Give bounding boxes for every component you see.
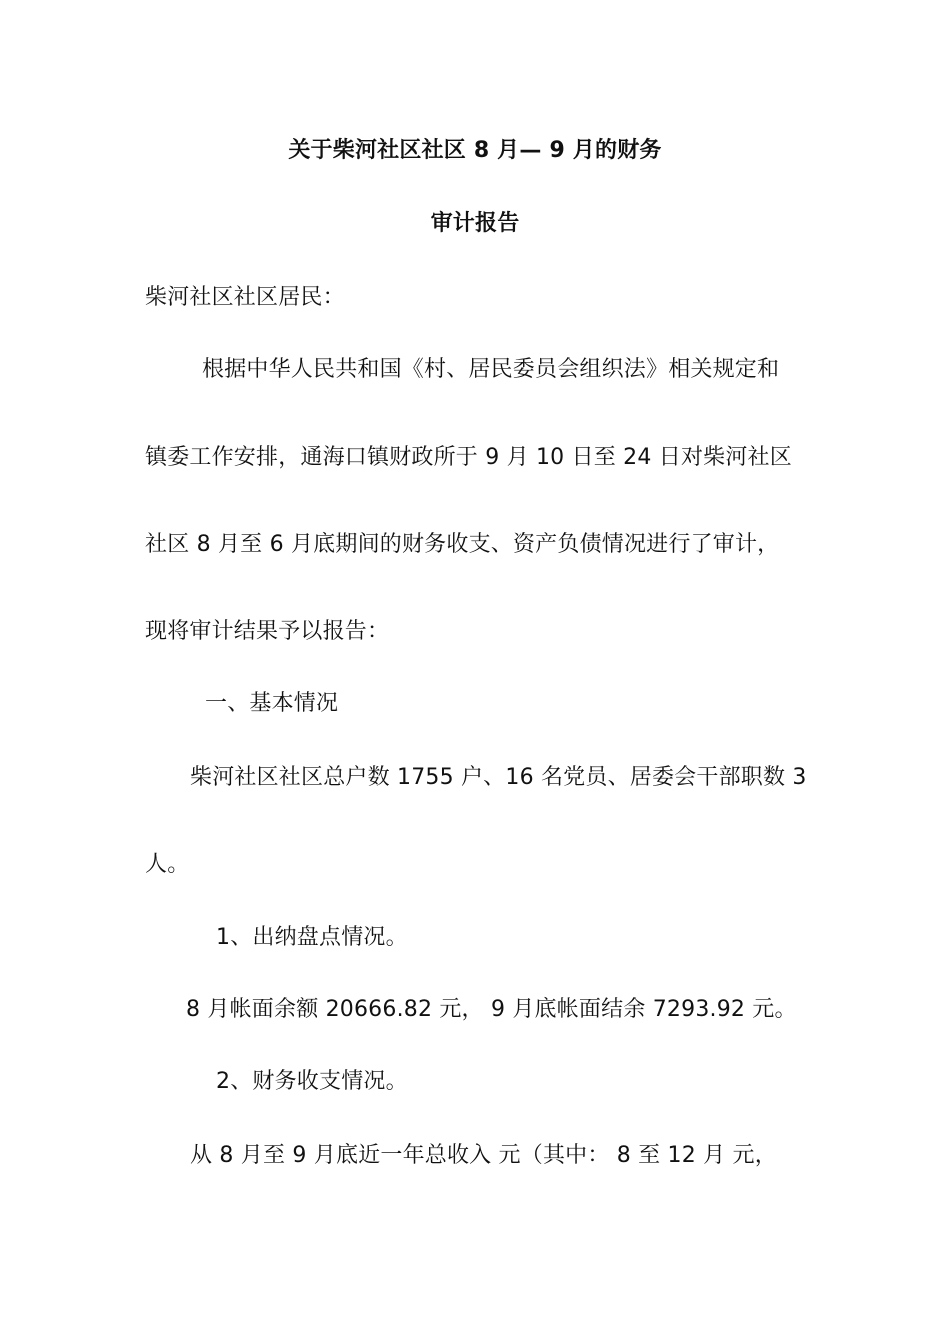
intro-paragraph-line-4: 现将审计结果予以报告： [145, 619, 390, 644]
section-heading-basic-info: 一、基本情况 [205, 691, 339, 716]
intro-paragraph-line-2: 镇委工作安排，通海口镇财政所于 9 月 10 日至 24 日对柴河社区 [145, 445, 792, 470]
intro-paragraph-line-3: 社区 8 月至 6 月底期间的财务收支、资产负债情况进行了审计， [145, 532, 780, 557]
salutation: 柴河社区社区居民： [145, 285, 345, 310]
item-heading-income-expense: 2、财务收支情况。 [216, 1069, 408, 1094]
income-expense-text: 从 8 月至 9 月底近一年总收入 元（其中： 8 至 12 月 元， [190, 1143, 777, 1168]
item-heading-cash-count: 1、出纳盘点情况。 [216, 925, 408, 950]
document-title-line-1: 关于柴河社区社区 8 月— 9 月的财务 [288, 138, 662, 163]
basic-info-line-2: 人。 [145, 852, 190, 877]
document-title-line-2: 审计报告 [430, 211, 520, 236]
cash-count-text: 8 月帐面余额 20666.82 元， 9 月底帐面结余 7293.92 元。 [186, 997, 797, 1022]
basic-info-line-1: 柴河社区社区总户数 1755 户、16 名党员、居委会干部职数 3 [190, 765, 807, 790]
intro-paragraph-line-1: 根据中华人民共和国《村、居民委员会组织法》相关规定和 [202, 357, 780, 382]
